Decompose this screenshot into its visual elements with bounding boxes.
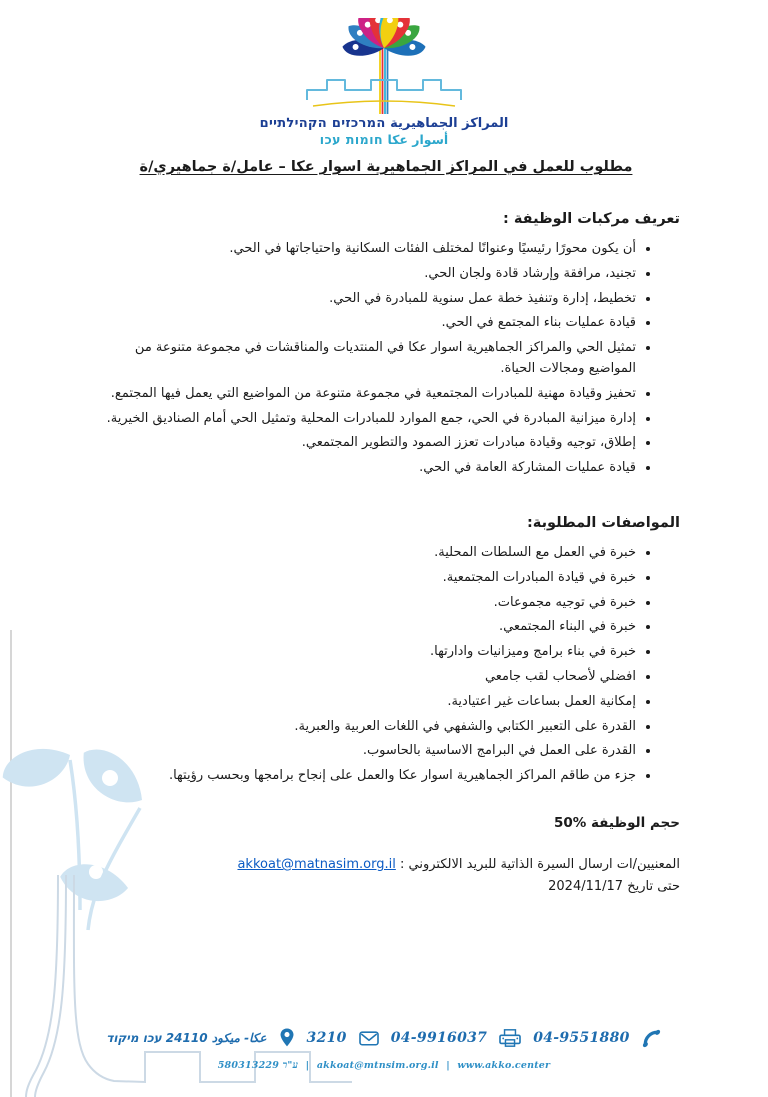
requirement-item: • افضلي لأصحاب لقب جامعي xyxy=(92,667,636,688)
job-size-line: حجم الوظيفة %50 xyxy=(553,814,680,831)
apply-instructions xyxy=(92,855,680,876)
section-heading-requirements: المواصفات المطلوبة: xyxy=(526,514,680,531)
logo-tree-icon xyxy=(289,18,479,114)
requirement-item: • القدرة على العمل في البرامج الاساسية بالحاسوب. xyxy=(92,741,636,762)
registration-number: 580313229 ע"ר xyxy=(217,1060,299,1071)
job-duty-item: • إطلاق، توجيه وقيادة مبادرات تعزز الصمود والتطوير المجتمعي. xyxy=(92,433,636,454)
separator: | xyxy=(446,1060,450,1071)
job-duty-item: • قيادة عمليات بناء المجتمع في الحي. xyxy=(92,313,636,334)
job-duty-item: • تجنيد، مرافقة وإرشاد قادة ولجان الحي. xyxy=(92,264,636,285)
job-posting-title: مطلوب للعمل في المراكز الجماهيرية اسوار عكا – عامل/ة جماهيري/ة xyxy=(139,159,633,175)
job-duty-item: • إدارة ميزانية المبادرة في الحي، جمع الموارد للمبادرات المحلية وتمثيل الحي أمام الصناديق الخيرية. xyxy=(92,409,636,430)
footer-website: www.akko.center xyxy=(457,1060,551,1071)
pobox-number: 3210 xyxy=(306,1030,347,1046)
requirement-item: • خبرة في قيادة المبادرات المجتمعية. xyxy=(92,568,636,589)
requirement-item: • خبرة في العمل مع السلطات المحلية. xyxy=(92,543,636,564)
section-heading-job-components: تعريف مركبات الوظيفة : xyxy=(503,211,680,227)
org-name-line1: المراكز الجماهيرية המרכזים הקהילתיים xyxy=(259,116,509,131)
requirement-item: • خبرة في توجيه مجموعات. xyxy=(92,593,636,614)
job-duty-item: • قيادة عمليات المشاركة العامة في الحي. xyxy=(92,458,636,479)
job-duty-item: • تخطيط، إدارة وتنفيذ خطة عمل سنوية للمبادرة في الحي. xyxy=(92,289,636,310)
footer-registration-line xyxy=(0,1060,768,1071)
apply-email-link[interactable]: akkoat@matnasim.org.il xyxy=(237,856,396,872)
footer-email-link[interactable]: akkoat@mtnsim.org.il xyxy=(316,1060,439,1071)
apply-text: المعنيين/ات ارسال السيرة الذاتية للبريد الالكتروني : xyxy=(399,856,680,872)
deadline-line: حتى تاريخ 2024/11/17 xyxy=(548,878,680,894)
address-text: عكا- ميكود 24110 עכו מיקוד xyxy=(106,1031,267,1045)
requirement-item: • جزء من طاقم المراكز الجماهيرية اسوار عكا والعمل على إنجاح برامجها وبحسب رؤيتها. xyxy=(92,766,636,787)
envelope-icon xyxy=(358,1029,380,1047)
fax-number: 04-9916037 xyxy=(390,1030,488,1046)
separator: | xyxy=(305,1060,310,1071)
requirement-item: • إمكانية العمل بساعات غير اعتيادية. xyxy=(92,692,636,713)
requirements-list xyxy=(92,543,680,787)
requirement-item: • خبرة في بناء برامج وميزانيات وادارتها. xyxy=(92,642,636,663)
phone-icon xyxy=(641,1028,662,1049)
phone-number: 04-9551880 xyxy=(533,1030,630,1046)
org-name-line2: أسوار عكا חומות עכו xyxy=(319,132,449,147)
job-duty-item: • تحفيز وقيادة مهنية للمبادرات المجتمعية في مجموعة متنوعة من المواضيع التي يعمل فيها المجتمع. xyxy=(92,384,636,405)
job-components-list xyxy=(92,239,680,479)
document-body xyxy=(0,159,768,894)
contact-row xyxy=(0,1027,768,1049)
job-duty-item: • أن يكون محورًا رئيسيًا وعنوانًا لمختلف الفئات السكانية واحتياجاتها في الحي. xyxy=(92,239,636,260)
job-duty-item: • تمثيل الحي والمراكز الجماهيرية اسوار عكا في المنتديات والمناقشات في مجموعة متنوعة من المواضيع ومجالات الحياة. xyxy=(92,338,636,380)
fax-icon xyxy=(498,1028,522,1048)
requirement-item: • خبرة في البناء المجتمعي. xyxy=(92,617,636,638)
org-logo xyxy=(0,0,768,147)
location-pin-icon xyxy=(278,1027,296,1049)
requirement-item: • القدرة على التعبير الكتابي والشفهي في اللغات العربية والعبرية. xyxy=(92,717,636,738)
